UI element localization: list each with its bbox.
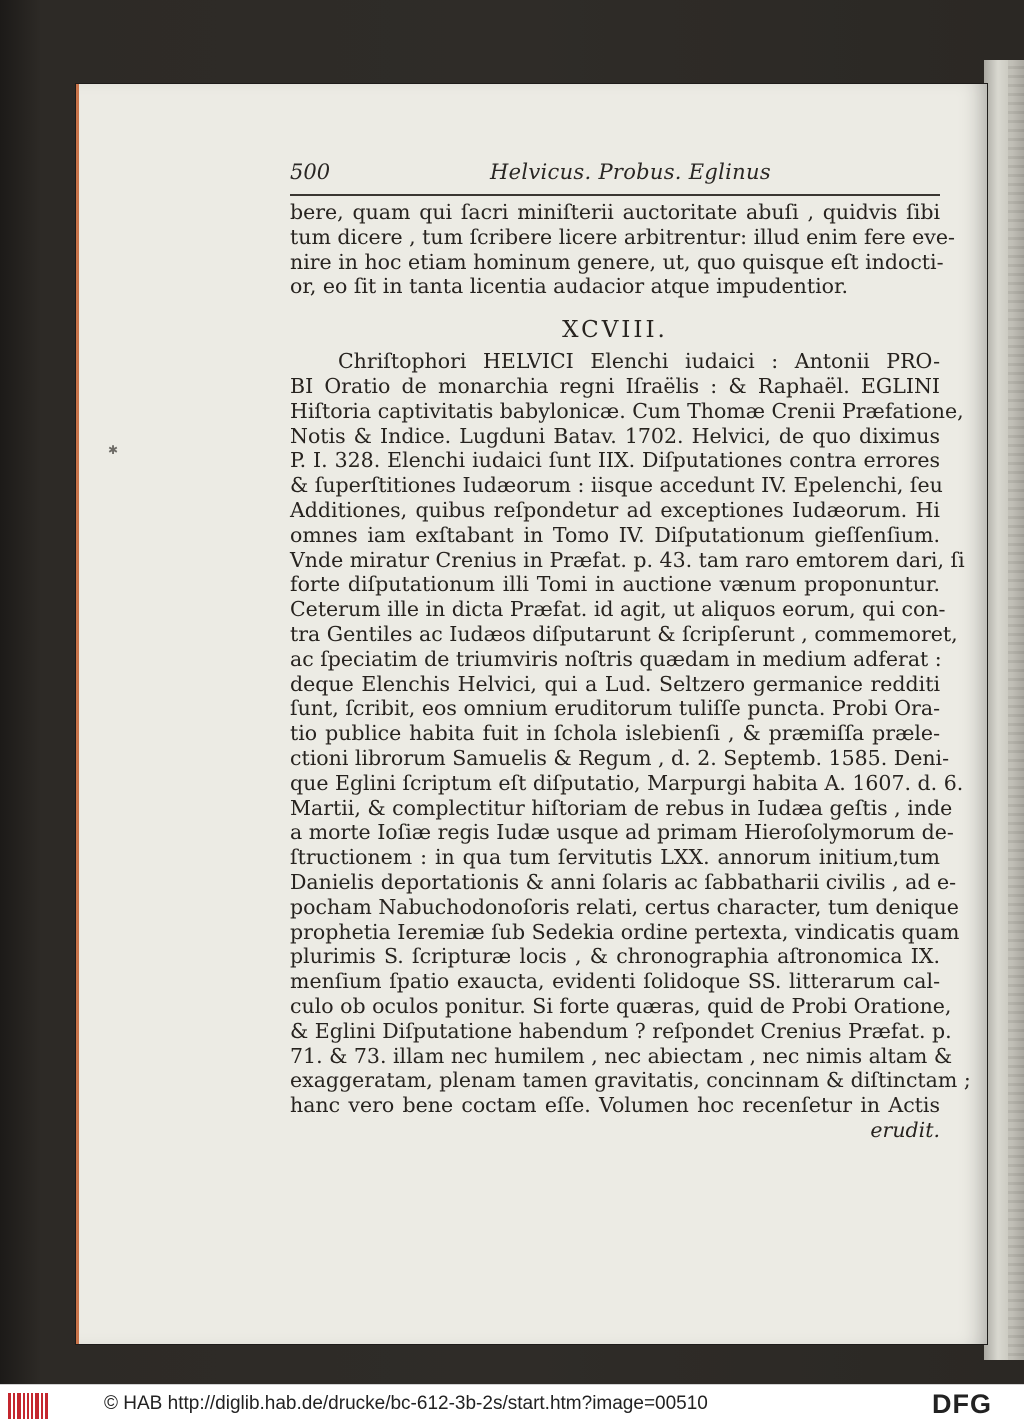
text-line: exaggeratam, plenam tamen gravitatis, concinnam & diſtinctam ; xyxy=(290,1068,971,1093)
body-paragraph xyxy=(290,349,971,1143)
text-line: Vnde miratur Crenius in Præfat. p. 43. tam raro emtorem dari, ſi xyxy=(290,547,965,572)
text-line: tra Gentiles ac Iudæos diſputarunt & ſcripſerunt , commemoret, xyxy=(290,621,958,646)
text-line: tio publice habita fuit in ſchola islebienſi , & præmiſſa præle- xyxy=(290,721,940,746)
text-line: BI Oratio de monarchia regni Iſraëlis : & Raphaël. EGLINI xyxy=(290,373,940,398)
text-line: forte diſputationum illi Tomi in auctione vænum proponuntur. xyxy=(290,572,940,597)
text-line: & ſuperſtitiones Iudæorum : iisque accedunt IV. Epelenchi, ſeu xyxy=(290,473,943,498)
text-line: or, eo ſit in tanta licentia audacior atque impudentior. xyxy=(290,274,849,299)
text-line: Ceterum ille in dicta Præfat. id agit, ut aliquos eorum, qui con- xyxy=(290,597,946,622)
intro-paragraph xyxy=(290,200,955,299)
text-line: Notis & Indice. Lugduni Batav. 1702. Helvici, de quo diximus xyxy=(290,423,940,448)
page-number: 500 xyxy=(290,160,331,184)
text-line: hanc vero bene coctam eſſe. Volumen hoc recenſetur in Actis xyxy=(290,1093,940,1118)
barcode-icon xyxy=(8,1393,48,1419)
text-line: & Eglini Diſputatione habendum ? reſpondet Crenius Præfat. p. xyxy=(290,1018,952,1043)
text-line: plurimis S. ſcripturæ locis , & chronographia aſtronomica IX. xyxy=(290,944,940,969)
text-line: ctioni librorum Samuelis & Regum , d. 2. Septemb. 1585. Deni- xyxy=(290,745,950,770)
text-line: que Eglini ſcriptum eſt diſputatio, Marpurgi habita A. 1607. d. 6. xyxy=(290,770,964,795)
margin-mark: ✱ xyxy=(108,443,119,457)
copyright-link[interactable]: © HAB http://diglib.hab.de/drucke/bc-612-3b-2s/start.htm?image=00510 xyxy=(104,1393,708,1414)
text-line: Chriſtophori HELVICI Elenchi iudaici : Antonii PRO- xyxy=(338,349,940,374)
text-line: Danielis deportationis & anni ſolaris ac ſabbatharii civilis , ad e- xyxy=(290,869,957,894)
text-line: a morte Ioſiæ regis Iudæ usque ad primam Hieroſolymorum de- xyxy=(290,820,954,845)
text-block xyxy=(290,200,971,1143)
text-line: Additiones, quibus reſpondetur ad exceptiones Iudæorum. Hi xyxy=(290,497,940,522)
text-line: 71. & 73. illam nec humilem , nec abiectam , nec nimis altam & xyxy=(290,1043,953,1068)
adjacent-page-strip xyxy=(1008,60,1024,1360)
text-line: P. I. 328. Elenchi iudaici ſunt IIX. Diſputationes contra errores xyxy=(290,448,940,473)
viewer-footer xyxy=(0,1384,1024,1425)
running-title: Helvicus. Probus. Eglinus xyxy=(490,160,771,184)
text-line: prophetia Ieremiæ ſub Sedekia ordine pertexta, vindicatis quam xyxy=(290,919,960,944)
text-line: ſtructionem : in qua tum ſervitutis LXX. annorum initium,tum xyxy=(290,845,940,870)
text-line: Martii, & complectitur hiſtoriam de rebus in Iudæa geſtis , inde xyxy=(290,795,953,820)
text-line: ac ſpeciatim de triumviris noſtris quædam in medium adferat : xyxy=(290,646,942,671)
text-line: omnes iam exſtabant in Tomo IV. Diſputationum gieſſenſium. xyxy=(290,522,940,547)
running-head xyxy=(290,160,940,190)
dfg-logo: DFG xyxy=(932,1389,992,1419)
section-heading: XCVIII. xyxy=(562,317,668,344)
text-line: deque Elenchis Helvici, qui a Lud. Seltzero germanice redditi xyxy=(290,671,940,696)
catchword: erudit. xyxy=(870,1117,940,1142)
text-line: menſium ſpatio exaucta, evidenti ſolidoque SS. litterarum cal- xyxy=(290,969,940,994)
text-line: tum dicere , tum ſcribere licere arbitrentur: illud enim fere eve- xyxy=(290,224,955,249)
text-line: pocham Nabuchodonoſoris relati, certus character, tum denique xyxy=(290,894,959,919)
text-line: bere, quam qui ſacri miniſterii auctoritate abuſi , quidvis ſibi xyxy=(290,200,940,224)
text-line: nire in hoc etiam hominum genere, ut, quo quisque eſt indocti- xyxy=(290,249,944,274)
header-rule xyxy=(290,194,940,196)
text-line: Hiſtoria captivitatis babylonicæ. Cum Thomæ Crenii Præfatione, xyxy=(290,398,964,423)
text-line: culo ob oculos ponitur. Si forte quæras, quid de Probi Oratione, xyxy=(290,993,952,1018)
text-line: ſunt, ſcribit, eos omnium eruditorum tuliſſe puncta. Probi Ora- xyxy=(290,696,940,721)
